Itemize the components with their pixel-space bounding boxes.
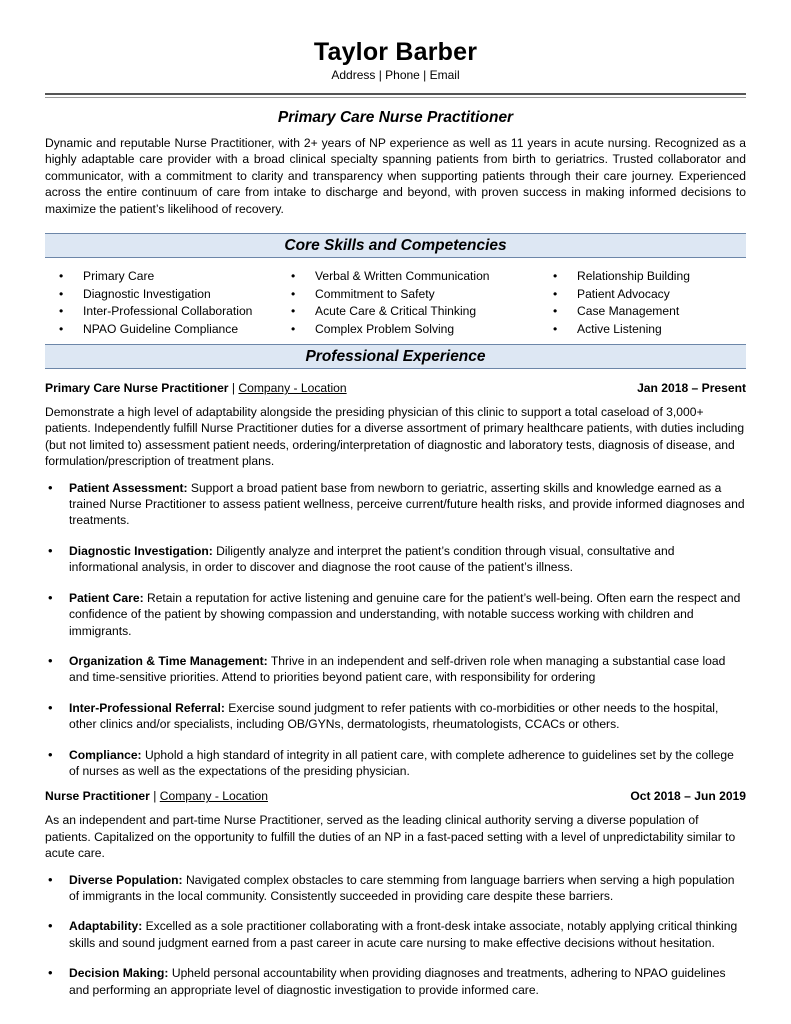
job-separator: | — [149, 789, 160, 804]
achievement-text: Diligently analyze and interpret the patient’s condition through visual, consultative and informational analysis, in order to discover and diagnose the root cause of the patient’s illness. — [69, 543, 675, 575]
job-dates: Jan 2018 – Present — [637, 381, 746, 396]
job-description: As an independent and part-time Nurse Practitioner, served as the leading clinical authority serving a diverse population of patients. Capitalized on the opportunity to fulfill the duties of an NP in a fast-paced setting with a level of unpredictability similar to acute care. — [45, 813, 736, 861]
achievement-text: Support a broad patient base from newborn to geriatric, asserting skills and knowledge earned as a trained Nurse Practitioner to assess patient wellness, perceive current/future health risks, and provide informed diagnoses and treatments. — [69, 480, 745, 528]
achievement-label: Organization & Time Management: — [69, 653, 268, 668]
contact-line: Address | Phone | Email — [331, 68, 460, 82]
skills-column-3 — [553, 268, 746, 338]
achievement-text: Uphold a high standard of integrity in all patient care, with complete adherence to guidelines set by the college of nurses as well as the expectations of the presiding physician. — [69, 747, 734, 778]
achievement-item — [45, 700, 746, 733]
skill-item: • Primary Care — [45, 268, 291, 286]
job-header — [45, 788, 746, 804]
achievement-text: Navigated complex obstacles to care stemming from language barriers when serving a high population of immigrants in the local community. Consistently succeeded in providing care despite these barriers. — [69, 872, 735, 903]
achievement-label: Patient Care: — [69, 590, 144, 605]
achievement-text: Retain a reputation for active listening and genuine care for the patient’s well-being. Often earn the respect and confidence of the patient by showing compassion and understanding, with notable success working with children and immigrants. — [69, 590, 741, 638]
skills-column-2 — [291, 268, 553, 338]
skills-list — [45, 268, 746, 338]
achievement-label: Adaptability: — [69, 919, 143, 934]
job-company: Company - Location — [238, 381, 347, 396]
achievement-label: Compliance: — [69, 747, 142, 762]
summary-paragraph: Dynamic and reputable Nurse Practitioner, with 2+ years of NP experience as well as 11 years in acute nursing. Recognized as a highly adaptable care provider with a broad clinical specialty spanning patients from birth to geriatrics. Trusted collaborator and communicator, with a commitment to clarity and transparency when supporting patients through their care journey. Experienced across the entire continuum of care from intake to discharge and beyond, with proven success in making informed decisions to maximize the patient’s likelihood of recovery. — [45, 136, 746, 216]
achievement-item — [45, 543, 746, 576]
job-title-line — [45, 788, 268, 804]
experience-section-title: Professional Experience — [45, 344, 746, 369]
skills-section-title: Core Skills and Competencies — [45, 233, 746, 258]
job-achievements — [45, 480, 746, 780]
achievement-label: Inter-Professional Referral: — [69, 700, 225, 715]
skill-item: • Case Management — [553, 303, 746, 321]
headline-title: Primary Care Nurse Practitioner — [277, 109, 514, 126]
skill-item: • NPAO Guideline Compliance — [45, 321, 291, 339]
achievement-item — [45, 653, 746, 686]
achievement-item — [45, 918, 746, 951]
job-description: Demonstrate a high level of adaptability alongside the presiding physician of this clinic to support a total caseload of 3,000+ patients. Independently fulfill Nurse Practitioner duties for a diverse assortment of primary healthcare patients, with duties including (but not limited to) assessment patient needs, ordering/interpretation of diagnostic and laboratory tests, diagnosis of disease, and formulation/prescription of treatment plans. — [45, 405, 745, 469]
job-company: Company - Location — [159, 789, 268, 804]
job-title: Primary Care Nurse Practitioner — [45, 381, 229, 396]
job-header — [45, 380, 746, 396]
job-title: Nurse Practitioner — [45, 789, 150, 804]
achievement-item — [45, 480, 746, 529]
achievement-item — [45, 747, 746, 780]
achievement-label: Patient Assessment: — [69, 480, 188, 495]
header-divider — [45, 93, 746, 98]
skill-item: • Acute Care & Critical Thinking — [291, 303, 553, 321]
resume-page — [45, 0, 746, 998]
achievement-item — [45, 590, 746, 639]
achievement-item — [45, 872, 746, 905]
achievement-text: Upheld personal accountability when providing diagnoses and treatments, adhering to NPAO guidelines and performing an appropriate level of diagnostic investigation to provide informed care. — [69, 966, 726, 997]
achievement-label: Diverse Population: — [69, 872, 183, 887]
skill-item: • Active Listening — [553, 321, 746, 339]
skill-item: • Commitment to Safety — [291, 286, 553, 304]
job-separator: | — [228, 381, 239, 396]
job-title-line — [45, 380, 347, 396]
achievement-text: Exercise sound judgment to refer patients with co-morbidities or other needs to the hospital, other clinics and/or specialists, including OB/GYNs, dermatologists, rheumatologists, CCACs or others. — [69, 700, 719, 732]
achievement-label: Diagnostic Investigation: — [69, 543, 213, 558]
skill-item: • Inter-Professional Collaboration — [45, 303, 291, 321]
candidate-name: Taylor Barber — [313, 38, 478, 66]
achievement-text: Thrive in an independent and self-driven role when managing a substantial case load and time-sensitive priorities. Attend to priorities beyond patient care, with responsibility for ordering — [69, 653, 726, 685]
skill-item: • Relationship Building — [553, 268, 746, 286]
achievement-label: Decision Making: — [69, 966, 169, 981]
skill-item: • Verbal & Written Communication — [291, 268, 553, 286]
job-dates: Oct 2018 – Jun 2019 — [630, 789, 746, 804]
skills-column-1 — [45, 268, 291, 338]
skill-item: • Complex Problem Solving — [291, 321, 553, 339]
achievement-text: Excelled as a sole practitioner collaborating with a front-desk intake associate, notably applying critical thinking skills and sound judgment earned from a past career in acute care nursing to make effective decisions without hesitation. — [69, 919, 738, 950]
skill-item: • Patient Advocacy — [553, 286, 746, 304]
achievement-item — [45, 965, 746, 998]
skill-item: • Diagnostic Investigation — [45, 286, 291, 304]
job-achievements — [45, 872, 746, 998]
